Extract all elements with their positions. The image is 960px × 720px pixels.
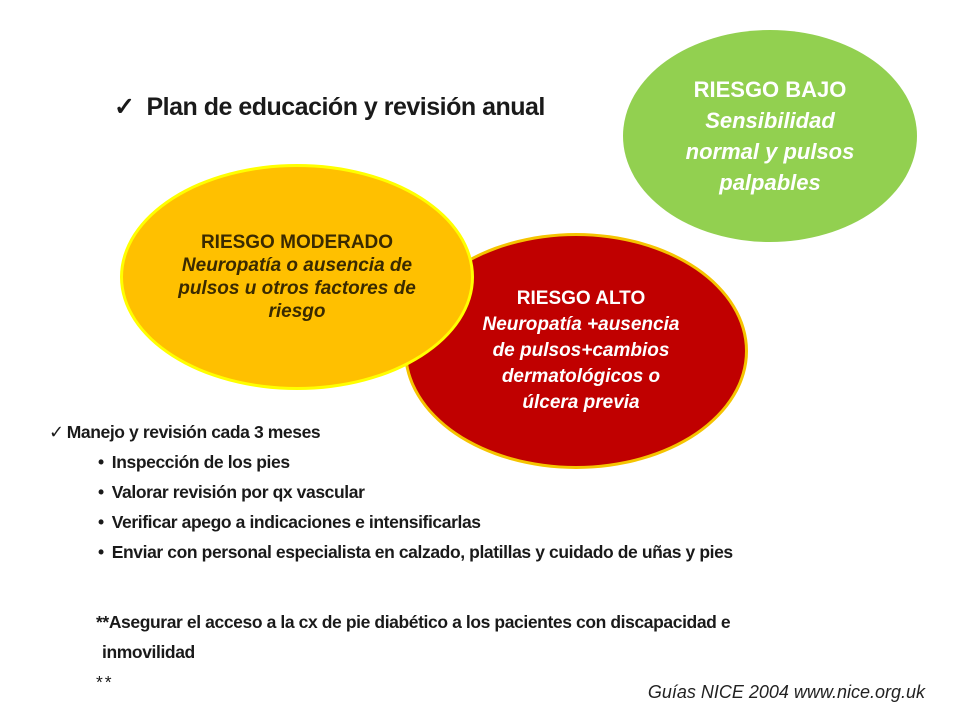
list-item: • Verificar apego a indicaciones e intensificarlas [98,507,949,537]
headline-text: Plan de educación y revisión anual [146,92,545,121]
checkmark-icon: ✓ [114,93,135,121]
moderate-risk-ellipse [120,164,474,390]
high-risk-description: Neuropatía +ausencia de pulsos+cambios dermatológicos o úlcera previa [482,314,680,413]
management-heading-text: Manejo y revisión cada 3 meses [66,422,321,442]
access-note-line1: **Asegurar el acceso a la cx de pie diabético a los pacientes con discapacidad e [96,612,731,632]
checkmark-icon: ✓ [49,422,64,442]
access-note-stars: ** [96,672,114,692]
management-plan [49,417,949,567]
moderate-risk-title: RIESGO MODERADO [200,232,394,253]
list-item: • Enviar con personal especialista en calzado, platillas y cuidado de uñas y pies [98,537,949,567]
low-risk-title: RIESGO BAJO [693,77,847,102]
management-list [49,447,949,567]
headline [114,92,545,122]
list-item: • Inspección de los pies [98,447,949,477]
citation: Guías NICE 2004 www.nice.org.uk [647,682,925,702]
low-risk-ellipse [623,30,917,242]
list-item: • Valorar revisión por qx vascular [98,477,949,507]
low-risk-description: Sensibilidad normal y pulsos palpables [685,108,855,195]
management-heading [49,417,949,447]
access-note-line2: inmovilidad [102,642,195,662]
high-risk-title: RIESGO ALTO [516,288,646,309]
moderate-risk-description: Neuropatía o ausencia de pulsos u otros factores de riesgo [178,255,416,322]
